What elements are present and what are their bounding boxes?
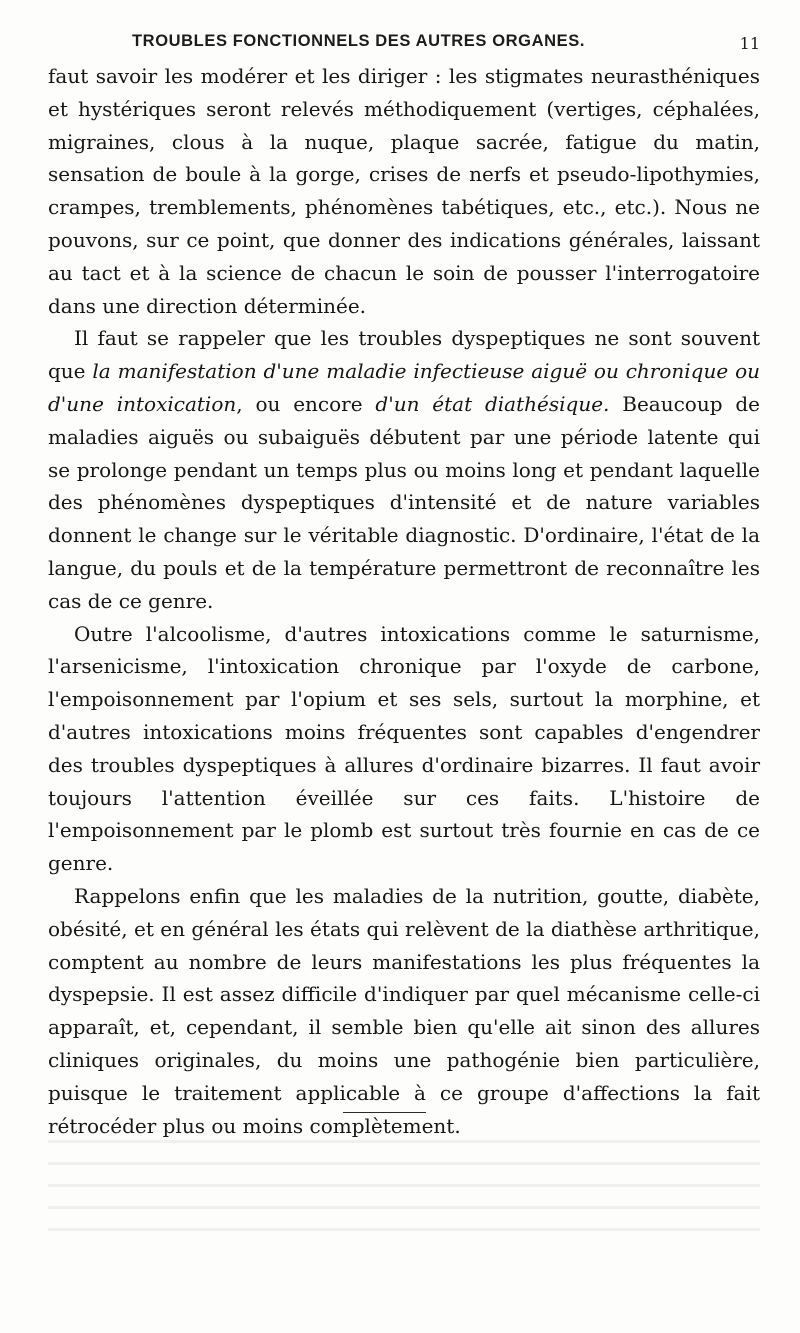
paragraph <box>48 322 760 617</box>
text-segment: Beaucoup de maladies aiguës ou subaiguës débutent par une période latente qui se prolonge pendant un temps plus ou moins long et pendant laquelle des phénomènes dyspeptiques d'intensité et de nature variables donnent le change sur le véritable diagnostic. D'ordinaire, l'état de la langue, du pouls et de la température permettront de reconnaître les cas de ce genre. <box>48 391 760 613</box>
running-head <box>48 32 760 58</box>
paragraph <box>48 880 760 1142</box>
running-title: TROUBLES FONCTIONNELS DES AUTRES ORGANES. <box>132 32 586 50</box>
text-segment: faut savoir les modérer et les diriger : les stigmates neurasthéniques et hystériques seront relevés méthodiquement (vertiges, céphalées, migraines, clous à la nuque, plaque sacrée, fatigue du matin, sensation de boule à la gorge, crises de nerfs et pseudo-lipothymies, crampes, tremblements, phénomènes tabétiques, etc., etc.). Nous ne pouvons, sur ce point, que donner des indications générales, laissant au tact et à la science de chacun le soin de pousser l'interrogatoire dans une direction déterminée. <box>48 64 760 318</box>
page-number: 11 <box>739 34 760 53</box>
paragraph <box>48 618 760 880</box>
text-segment: Il faut se rappeler que les troubles dyspeptiques ne sont souvent que <box>48 326 760 384</box>
body-text <box>48 60 760 1142</box>
show-through-texture <box>48 1130 760 1250</box>
text-segment: Outre l'alcoolisme, d'autres intoxications comme le saturnisme, l'arsenicisme, l'intoxication chronique par l'oxyde de carbone, l'empoisonnement par l'opium et ses sels, surtout la morphine, et d'autres intoxications moins fréquentes sont capables d'engendrer des troubles dyspeptiques à allures d'ordinaire bizarres. Il faut avoir toujours l'attention éveillée sur ces faits. L'histoire de l'empoisonnement par le plomb est surtout très fournie en cas de ce genre. <box>48 621 760 876</box>
italic-segment: la manifestation d'une maladie infectieuse aiguë ou chronique ou d'une intoxication <box>48 359 760 416</box>
text-segment: Rappelons enfin que les maladies de la nutrition, goutte, diabète, obésité, et en général les états qui relèvent de la diathèse arthritique, comptent au nombre de leurs manifestations les plus fréquentes la dyspepsie. Il est assez difficile d'indiquer par quel mécanisme celle-ci apparaît, et, cependant, il semble bien qu'elle ait sinon des allures cliniques originales, du moins une pathogénie bien particulière, puisque le traitement applicable à ce groupe d'affections la fait rétrocéder plus ou moins complètement. <box>48 883 760 1138</box>
text-segment: , ou encore <box>236 391 376 416</box>
section-end-rule <box>343 1112 426 1113</box>
italic-segment: d'un état diathésique. <box>375 391 610 416</box>
paragraph <box>48 60 760 322</box>
